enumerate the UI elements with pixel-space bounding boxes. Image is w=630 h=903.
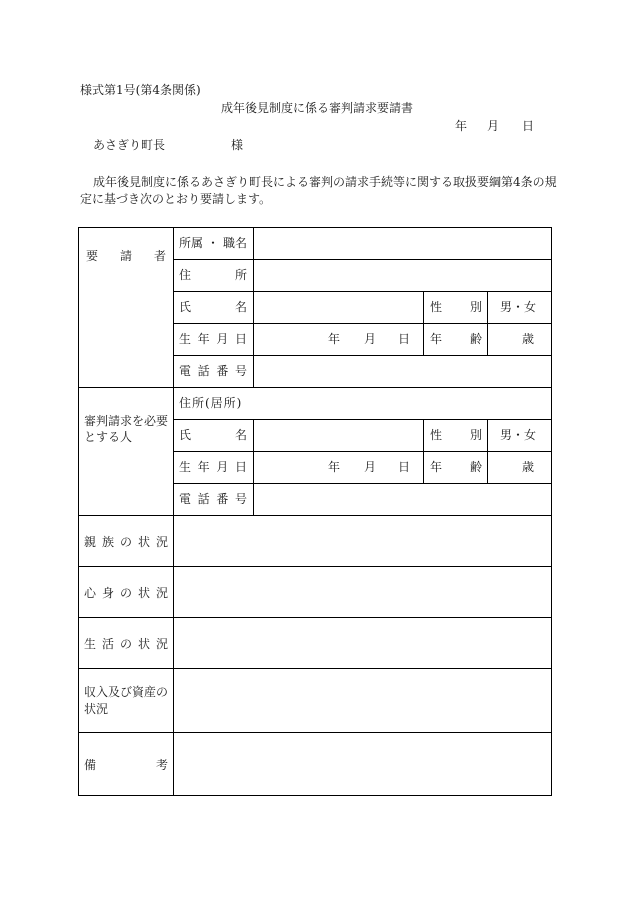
requester-age-unit: 歳 bbox=[522, 332, 535, 346]
mental-physical-status-label: 心 身 の 状 況 bbox=[84, 586, 168, 600]
subject-age-label: 年 齢 bbox=[430, 460, 482, 474]
family-status-label: 親 族 の 状 況 bbox=[84, 535, 168, 549]
subject-gender-label: 性 別 bbox=[430, 428, 482, 442]
subject-gender-value: 男・女 bbox=[500, 428, 537, 442]
honorific: 様 bbox=[231, 138, 244, 152]
requester-gender-label: 性 別 bbox=[430, 300, 482, 314]
requester-address-label: 住 所 bbox=[179, 268, 247, 282]
requester-birth-year: 年 bbox=[328, 332, 341, 346]
intro-line-1: 成年後見制度に係るあさぎり町長による審判の請求手続等に関する取扱要綱第4条の規 bbox=[93, 175, 557, 189]
requester-gender-value: 男・女 bbox=[500, 300, 537, 314]
requester-birth-label: 生 年 月 日 bbox=[179, 332, 247, 346]
subject-birth-month: 月 bbox=[364, 460, 377, 474]
date-day-label: 日 bbox=[522, 119, 535, 133]
requester-birth-day: 日 bbox=[398, 332, 411, 346]
form-number: 様式第1号(第4条関係) bbox=[80, 83, 201, 97]
requester-birth-month: 月 bbox=[364, 332, 377, 346]
subject-address-label: 住所(居所) bbox=[179, 396, 243, 410]
requester-name-label: 氏 名 bbox=[179, 300, 247, 314]
subject-age-unit: 歳 bbox=[522, 460, 535, 474]
addressee: あさぎり町長 bbox=[93, 138, 166, 152]
subject-birth-label: 生 年 月 日 bbox=[179, 460, 247, 474]
document-title: 成年後見制度に係る審判請求要請書 bbox=[221, 101, 414, 115]
date-year-label: 年 bbox=[455, 119, 468, 133]
living-status-label: 生 活 の 状 況 bbox=[84, 637, 168, 651]
subject-birth-day: 日 bbox=[398, 460, 411, 474]
subject-label-line-2: とする人 bbox=[84, 430, 133, 444]
subject-birth-year: 年 bbox=[328, 460, 341, 474]
income-assets-label-line-1: 収入及び資産の bbox=[84, 685, 169, 699]
subject-name-label: 氏 名 bbox=[179, 428, 247, 442]
intro-line-2: 定に基づき次のとおり要請します。 bbox=[80, 192, 272, 206]
subject-label-line-1: 審判請求を必要 bbox=[84, 414, 169, 428]
subject-phone-label: 電 話 番 号 bbox=[179, 492, 247, 506]
remarks-label: 備 考 bbox=[84, 758, 168, 772]
income-assets-label-line-2: 状況 bbox=[84, 702, 109, 716]
date-month-label: 月 bbox=[487, 119, 500, 133]
requester-label: 要 請 者 bbox=[86, 249, 166, 263]
requester-age-label: 年 齢 bbox=[430, 332, 482, 346]
affiliation-label: 所属 ・ 職名 bbox=[179, 236, 247, 250]
requester-phone-label: 電 話 番 号 bbox=[179, 364, 247, 378]
